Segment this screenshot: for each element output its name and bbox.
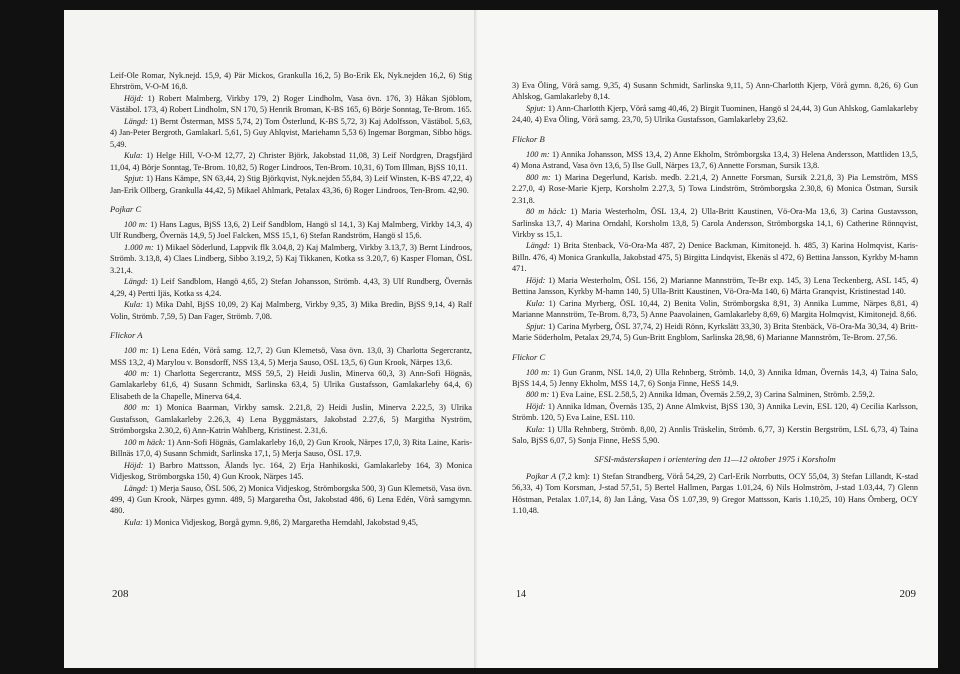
- results-text: 1) Ann-Charlotth Kjerp, Vörå samg 40,46, 2) Birgit Tuominen, Hangö sl 24,44, 3) Gun Ahlskog, Gamlakarleby 24,40, 4) Eva Öling, Vörå samg. 23,70, 5) Ulrika Gustafsson, Gamlakarleby 23,62.: [512, 103, 918, 125]
- event-label: Kula:: [526, 298, 545, 308]
- right-text-column: [512, 80, 918, 517]
- event-label: 100 m:: [124, 219, 148, 229]
- results-paragraph: [512, 298, 918, 321]
- section-heading: Flickor A: [110, 330, 143, 341]
- event-label: 800 m:: [526, 390, 550, 400]
- results-text: Leif-Ole Romar, Nyk.nejd. 15,9, 4) Pär Mickos, Grankulla 16,2, 5) Bo-Erik Ek, Nyk.nejden 16,2, 6) Stig Ehrström, V-O-M 16,8.: [110, 71, 472, 92]
- event-label: Spjut:: [526, 103, 546, 113]
- results-paragraph: [110, 345, 472, 368]
- event-label: 100 m häck:: [124, 437, 166, 447]
- page-number-left: 208: [112, 588, 129, 600]
- inner-page-number: 14: [516, 589, 526, 600]
- event-label: Höjd:: [526, 401, 546, 411]
- results-paragraph: [110, 483, 472, 517]
- results-paragraph: [512, 424, 918, 447]
- event-label: 400 m:: [124, 368, 150, 378]
- results-paragraph: [512, 401, 918, 424]
- event-label: 100 m:: [526, 367, 551, 377]
- results-paragraph: [110, 460, 472, 483]
- results-paragraph: [512, 240, 918, 274]
- event-label: 800 m:: [526, 172, 551, 182]
- results-paragraph: [512, 389, 918, 400]
- results-text: 1) Monica Baarman, Virkby samsk. 2.21,8, 2) Heidi Juslin, Minerva 2.22,5, 3) Ulrika Gustafsson, Gamlakarleby 2.26,3, 4) Lena Byggmästars, Jakobstad 2.27,6, 5) Margitha Nyström, Strömborgska 2.30,2, 6) Ann-Katrin Wahlberg, Kristinest. 2.31,6.: [110, 403, 472, 436]
- results-paragraph: [110, 173, 472, 196]
- results-paragraph: [512, 206, 918, 240]
- results-paragraph: [512, 321, 918, 344]
- results-text: 1) Mikael Söderlund, Lappvik flk 3.04,8, 2) Kaj Malmberg, Virkby 3.13,7, 3) Bernt Lindroos, Strömb. 3.13,8, 4) Claes Lindberg, Sibbo 3.19,2, 5) Kaj Tikkanen, Kotka ss 3.20,7, 6) Kasper Floman, ÖSL 3.21,4.: [110, 242, 473, 275]
- results-text: 1) Stefan Strandberg, Vörå 54,29, 2) Carl-Erik Norrbutts, OCY 55,04, 3) Stefan Lillandt, K-stad 56,33, 4) Tom Korsman, J-stad 57,51, 5) Bertel Hallmen, Pargas 1.01,24, 6) Nils Holmström, J-stad 1.03,44, 7) Glenn Höstman, Petalax 1.07,14, 8) Jan Lång, Vasa ÖS 1.07,39, 9) Gregor Mattsson, Karis 1.10,25, 10) Hans Örnberg, OCY 1.10,48.: [512, 471, 919, 516]
- event-label: Längd:: [124, 483, 148, 493]
- results-text: 1) Brita Stenback, Vö-Ora-Ma 487, 2) Denice Backman, Kimitonejd. h. 485, 3) Karina Holmqvist, Karis-Billn. 476, 4) Monica Grankulla, Jakobstad 475, 5) Birgitta Lindqvist, Ekenäs sl 472, 6) Bettina Jansson, Kyrkby M-hamn 471.: [512, 241, 919, 274]
- results-paragraph: [110, 368, 472, 402]
- results-text: 1) Marina Degerlund, Karisb. medb. 2.21,4, 2) Annette Forsman, Sursik 2.21,8, 3) Pia Lemström, MSS 2.27,0, 4) Rose-Marie Kjerp, Korsholm 2.27,3, 5) Towa Lindström, Strömborgska 2.30,8, 6) Monica Östman, Sursik 2.31,8.: [512, 172, 919, 205]
- results-text: 1) Gun Granm, NSL 14,0, 2) Ulla Rehnberg, Strömb. 14,0, 3) Annika Idman, Övernäs 14,3, 4) Taina Salo, BjSS 14,4, 5) Jenny Ekholm, MSS 14,7, 6) Sonja Finne, HeSS 14,9.: [512, 367, 919, 388]
- results-text: 1) Hans Lagus, BjSS 13,6, 2) Leif Sandblom, Hangö sl 14,1, 3) Kaj Malmberg, Virkby 14,3, 4) Ulf Rundberg, Övernäs 14,9, 5) Joel Falcken, MSS 15,1, 6) Stefan Randström, Hangö sl 15,6.: [110, 219, 472, 241]
- results-text: 1) Carina Myrberg, ÖSL 37,74, 2) Heidi Rönn, Kyrkslätt 33,30, 3) Brita Stenbäck, Vö-Ora-Ma 30,34, 4) Britt-Marie Söderholm, Petalax 29,74, 5) Gun-Britt Engblom, Sarlinska 28,98, 6) Marianne Mannström, Te-Brom. 27,56.: [512, 321, 918, 343]
- results-text: 1) Robert Malmberg, Virkby 179, 2) Roger Lindholm, Vasa övn. 176, 3) Håkan Sjöblom, Västäbol. 173, 4) Robert Lindholm, SN 170, 5) Henrik Broman, K-BS 165, 6) Börje Sonntag, Te-Brom. 165.: [110, 93, 473, 115]
- event-label: 100 m:: [526, 149, 550, 159]
- results-text: 1) Leif Sandblom, Hangö 4,65, 2) Stefan Johansson, Strömb. 4,43, 3) Ulf Rundberg, Övernäs 4,29, 4) Pertti Ijäs, Kotka ss 4,24.: [110, 277, 472, 298]
- event-label: 80 m häck:: [526, 207, 567, 217]
- results-paragraph: [110, 276, 472, 299]
- section-heading: SFSI-mästerskapen i orientering den 11—12 oktober 1975 i Korsholm: [594, 453, 836, 464]
- results-text: 1) Ann-Sofi Högnäs, Gamlakarleby 16,0, 2) Gun Krook, Närpes 17,0, 3) Rita Laine, Karis-Billnäs 17,0, 4) Susann Schmidt, Sarlinska 17,1, 5) Merja Sauso, ÖSL 17,9.: [110, 437, 473, 459]
- results-text: 3) Eva Öling, Vörå samg. 9,35, 4) Susann Schmidt, Sarlinska 9,11, 5) Ann-Charlotth Kjerp, Vörå gymn. 8,26, 6) Gun Ahlskog, Gamlakarleby 8,14.: [512, 81, 918, 102]
- section-heading: Flickor B: [512, 133, 545, 144]
- event-label-suffix: (7,2 km):: [556, 471, 590, 481]
- results-paragraph: [512, 275, 918, 298]
- event-label: Spjut:: [124, 174, 144, 184]
- event-label: Kula:: [124, 151, 143, 161]
- results-paragraph: [110, 299, 472, 322]
- event-label: Höjd:: [124, 460, 144, 470]
- results-text: 1) Lena Edén, Vörå samg. 12,7, 2) Gun Klemetsö, Vasa övn. 13,0, 3) Charlotta Segercrantz, MSS 13,2, 4) Marylou v. Bonsdorff, NSS 13,4, 5) Merja Sauso, OSL 13,5, 6) Gun Krook, Närpes 13,6.: [110, 346, 473, 367]
- results-text: 1) Eva Laine, ESL 2.58,5, 2) Annika Idman, Övernäs 2.59,2, 3) Carina Salminen, Strömb. 2.59,2.: [551, 390, 875, 400]
- results-paragraph: [110, 517, 472, 528]
- section-heading: Pojkar C: [110, 203, 142, 214]
- results-paragraph: [512, 172, 918, 206]
- event-label: 800 m:: [124, 403, 151, 413]
- results-paragraph: [110, 219, 472, 242]
- event-label: 1.000 m:: [124, 242, 154, 252]
- left-page: [64, 10, 478, 668]
- event-label: 100 m:: [124, 346, 149, 356]
- results-text: 1) Hans Kämpe, SN 63,44, 2) Stig Björkqvist, Nyk.nejden 55,84, 3) Leif Winsten, K-BS 47,22, 4) Jan-Erik Ollberg, Grankulla 44,42, 5) Mikael Ahlmark, Petalax 43,36, 6) Roger Lindroos, Ten-Brom. 42,90.: [110, 174, 472, 195]
- right-page: [478, 10, 938, 668]
- results-paragraph: [110, 402, 472, 436]
- results-text: 1) Monica Vidjeskog, Borgå gymn. 9,86, 2) Margaretha Hemdahl, Jakobstad 9,45,: [144, 517, 419, 527]
- results-text: 1) Barbro Mattsson, Ålands lyc. 164, 2) Erja Hanhikoski, Gamlakarleby 164, 3) Monica Vidjeskog, Strömborgska 150, 4) Gun Krook, Närpes 145.: [110, 460, 472, 482]
- event-label: Kula:: [526, 424, 545, 434]
- results-text: 1) Maria Westerholm, ÖSL 156, 2) Marianne Mannström, Te-Br exp. 145, 3) Lena Teckenberg, ASL 145, 4) Bettina Jansson, Kyrkby M-hamn 140, 5) Ulla-Britt Kaustinen, Vö-Ora-Ma 140, 6) Märta Granqvist, Kristinestad 140.: [512, 275, 918, 297]
- results-text: 1) Helge Hill, V-O-M 12,77, 2) Christer Björk, Jakobstad 11,08, 3) Leif Nordgren, Dragsfjärd 11,04, 4) Börje Sonntag, Te-Brom. 10,82, 5) Roger Lindroos, Ten-Brom. 10,31, 6) Tom Illman, BjSS 10,11.: [110, 151, 472, 172]
- results-paragraph: [110, 437, 472, 460]
- results-paragraph: [110, 150, 472, 173]
- event-label: Höjd:: [526, 275, 546, 285]
- results-paragraph: [110, 93, 472, 116]
- results-paragraph: [512, 149, 918, 172]
- results-text: 1) Maria Westerholm, ÖSL 13,4, 2) Ulla-Britt Kaustinen, Vö-Ora-Ma 13,6, 3) Carina Gustavsson, Sarlinska 13,7, 4) Marina Orndahl, Korsholm 13,8, 5) Carola Andersson, Strömborgska 14,1, 6) Catherine Rönnqvist, Virkby ss 15,1.: [512, 207, 918, 239]
- results-text: 1) Carina Myrberg, ÖSL 10,44, 2) Benita Volin, Strömborgska 8,91, 3) Annika Lumme, Närpes 8,81, 4) Marianne Mannström, Te-Brom. 8,73, 5) Anne Paavolainen, Gamlakarleby 8,69, 6) Margita Holmqvist, Kimitonejd. 8,66.: [512, 298, 918, 320]
- event-label: Längd:: [124, 116, 148, 126]
- results-text: 1) Bernt Österman, MSS 5,74, 2) Tom Österlund, K-BS 5,72, 3) Kaj Adolfsson, Västäbol. 5,63, 4) Jan-Peter Bergroth, Gamlakarl. 5,61, 5) Guy Ahlqvist, Mariehamn 5,53 6) Ingemar Borgman, Sibbo högs. 5,49.: [110, 116, 473, 149]
- event-label: Höjd:: [124, 93, 144, 103]
- results-text: 1) Annika Johansson, MSS 13,4, 2) Anne Ekholm, Strömborgska 13,4, 3) Helena Andersson, Mattliden 13,5, 4) Mona Astrand, Vasa övn 13,6, 5) Ilse Gull, Närpes 13,7, 6) Annette Forsman, Sursik 13,8.: [512, 149, 919, 171]
- left-text-column: [110, 70, 472, 528]
- section-heading: Flickor C: [512, 351, 546, 362]
- results-text: 1) Annika Idman, Övernäs 135, 2) Anne Almkvist, BjSS 130, 3) Annika Levin, ESL 120, 4) Cecilia Karlsson, Strömb. 120, 5) Eva Laine, ESL 110.: [512, 401, 918, 423]
- results-paragraph: [110, 116, 472, 150]
- results-paragraph: [110, 70, 472, 93]
- results-text: 1) Ulla Rehnberg, Strömb. 8,00, 2) Annlis Träskelin, Strömb. 6,77, 3) Kerstin Bergström, LSL 6,73, 4) Taina Salo, BjSS 6,07, 5) Sonja Finne, HeSS 5,90.: [512, 424, 919, 446]
- event-label: Spjut:: [526, 321, 546, 331]
- results-text: 1) Charlotta Segercrantz, MSS 59,5, 2) Heidi Juslin, Minerva 60,3, 3) Ann-Sofi Högnäs, Gamlakarleby 61,6, 4) Susann Schmidt, Sarlinska 63,4, 5) Ulrika Gustafsson, Gamlakarleby 64,4, 6) Elisabeth de la Chapelle, Minerva 64,4.: [110, 368, 472, 401]
- event-label: Kula:: [124, 300, 143, 310]
- results-text: 1) Merja Sauso, ÖSL 506, 2) Monica Vidjeskog, Strömborgska 500, 3) Gun Klemetsö, Vasa övn. 499, 4) Gun Krook, Närpes gymn. 489, 5) Margaretha Öst, Jakobstad 486, 6) Lena Edén, Vörå samgymn. 480.: [110, 483, 472, 516]
- event-label: Kula:: [124, 517, 143, 527]
- event-label: Pojkar A: [526, 471, 557, 481]
- results-paragraph: [512, 471, 918, 517]
- results-paragraph: [110, 242, 472, 276]
- results-paragraph: [512, 80, 918, 103]
- results-paragraph: [512, 103, 918, 126]
- results-paragraph: [512, 367, 918, 390]
- results-text: 1) Mika Dahl, BjSS 10,09, 2) Kaj Malmberg, Virkby 9,35, 3) Mika Bredin, BjSS 9,14, 4) Ralf Volin, Strömb. 7,59, 5) Dan Fager, Strömb. 7,08.: [110, 300, 472, 321]
- event-label: Längd:: [526, 241, 550, 251]
- event-label: Längd:: [124, 277, 148, 287]
- page-number-right: 209: [899, 588, 916, 600]
